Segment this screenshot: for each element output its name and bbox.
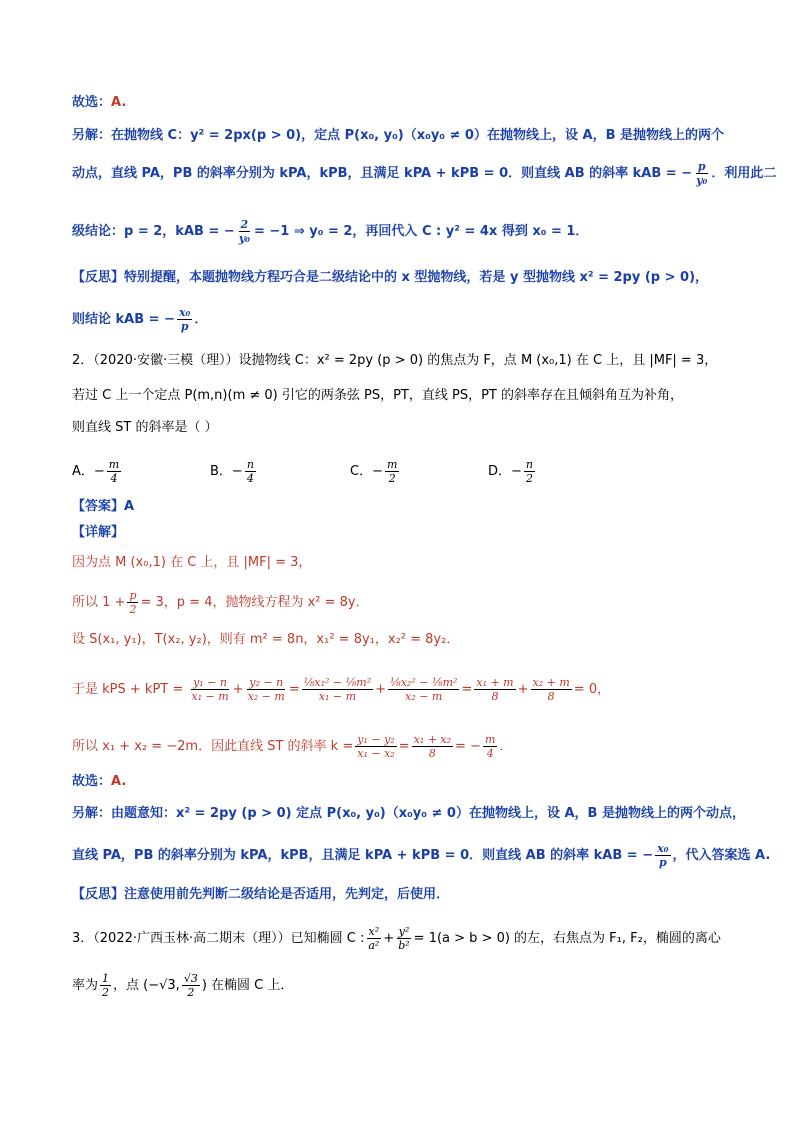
option-fraction xyxy=(524,458,535,485)
math-fraction xyxy=(366,925,381,952)
fraction-denominator: y₀ xyxy=(696,174,708,187)
fraction-numerator: x² xyxy=(368,925,380,938)
fraction-denominator: y₀ xyxy=(238,232,250,245)
fraction-numerator: x₀ xyxy=(657,842,669,855)
question-2-line-1: 2．（2020·安徽·三模（理））设抛物线 C：x² = 2py (p > 0) 的焦点为 F，点 M (x₀,1) 在 C 上，且 |MF| = 3， xyxy=(72,353,718,368)
fraction-numerator: x₁ + m xyxy=(476,676,514,689)
math-fraction xyxy=(474,676,515,703)
fraction-denominator: x₂ − m xyxy=(405,690,443,703)
slope-fraction xyxy=(655,842,670,869)
fraction-numerator: x₀ xyxy=(178,306,191,319)
option-label: B．− xyxy=(210,464,243,479)
solution-tail: = 0， xyxy=(573,682,611,697)
fraction-denominator: 2 xyxy=(525,472,533,485)
question-2-line-3: 则直线 ST 的斜率是（ ） xyxy=(72,420,218,435)
math-fraction xyxy=(182,972,200,999)
conclusion-text: 级结论：p = 2，kAB = − xyxy=(72,224,235,239)
option-b[interactable] xyxy=(210,458,258,485)
select-answer: A. xyxy=(111,774,127,789)
slope-fraction xyxy=(694,160,709,187)
select-answer: A. xyxy=(111,95,127,110)
fraction-numerator: p xyxy=(129,589,137,602)
solution-text: 所以 1 + xyxy=(72,595,126,610)
fraction-denominator: p xyxy=(180,320,189,333)
slope-fraction-3 xyxy=(177,306,192,333)
alt-solution-2-line-1: 另解：由题意知：x² = 2py (p > 0) 定点 P(x₀, y₀)（x₀y₀ ≠ 0）在抛物线上，设 A，B 是抛物线上的两个动点， xyxy=(72,806,745,821)
solution-tail: ． xyxy=(499,739,513,754)
fraction-denominator: 2 xyxy=(102,986,110,999)
options-row xyxy=(72,458,712,492)
fraction-numerator: √3 xyxy=(183,972,198,985)
fraction-denominator: a² xyxy=(368,939,380,952)
fraction-numerator: x₂ + m xyxy=(532,676,570,689)
reflection-tail: ． xyxy=(194,312,208,327)
option-label: A．− xyxy=(72,464,105,479)
fraction-denominator: 8 xyxy=(491,690,499,703)
option-label: C．− xyxy=(350,464,383,479)
reflection-line-1: 【反思】特别提醒，本题抛物线方程巧合是二级结论中的 x 型抛物线，若是 y 型抛物线 x² = 2py (p > 0)， xyxy=(72,270,709,285)
option-fraction xyxy=(107,458,121,485)
fraction-numerator: x₁ + x₂ xyxy=(413,733,452,746)
alt-solution-line-1: 另解：在抛物线 C：y² = 2px(p > 0)，定点 P(x₀, y₀)（x₀y₀ ≠ 0）在抛物线上，设 A，B 是抛物线上的两个 xyxy=(72,128,724,143)
math-fraction xyxy=(189,676,230,703)
fraction-denominator: 4 xyxy=(486,747,494,760)
option-a[interactable] xyxy=(72,458,123,485)
select-label: 故选： xyxy=(72,95,112,110)
fraction-numerator: ⅛x₂² − ⅛m² xyxy=(390,676,458,689)
question-3-line-1: 3．（2022·广西玉林·高二期末（理））已知椭圆 C : $\frac{\text{x²}}{\text{a²}}$ + $\frac{\text{y²}}{\text{b²}}$ = 1(a > b > 0) 的左，右焦点为 F₁, F₂，椭圆的离心 xyxy=(72,925,721,952)
fraction-numerator: m xyxy=(108,458,120,471)
solution-line-5: 所以 x₁ + x₂ = −2m．因此直线 ST 的斜率 k = $\frac{\text{y₁ − y₂}}{\text{x₁ − x₂}}$ = $\frac{\text{x₁ + x₂}}{8}$ = − $\frac{m}{4}$ ． xyxy=(72,733,513,760)
point-text: ，点 (−√3, xyxy=(113,978,180,993)
math-fraction xyxy=(246,676,287,703)
fraction-numerator: p xyxy=(697,160,706,173)
eccentricity-fraction xyxy=(100,972,111,999)
fraction-numerator: n xyxy=(525,458,533,471)
fraction-numerator: m xyxy=(386,458,398,471)
solution-line-1: 因为点 M (x₀,1) 在 C 上，且 |MF| = 3， xyxy=(72,555,312,570)
solution-text: 于是 kPS + kPT = xyxy=(72,682,184,697)
fraction-denominator: x₁ − x₂ xyxy=(357,747,395,760)
math-fraction xyxy=(483,733,497,760)
math-fraction xyxy=(355,733,396,760)
fraction-denominator: 2 xyxy=(187,986,195,999)
fraction-numerator: n xyxy=(246,458,254,471)
conclusion-line-1 xyxy=(72,93,126,113)
alt-solution-2-line-2 xyxy=(72,842,770,869)
math-fraction xyxy=(302,676,373,703)
p-half-fraction xyxy=(127,589,138,616)
option-fraction xyxy=(245,458,256,485)
question-2-line-2: 若过 C 上一个定点 P(m,n)(m ≠ 0) 引它的两条弦 PS，PT，直线 PS，PT 的斜率存在且倾斜角互为补角， xyxy=(72,388,684,403)
fraction-denominator: 4 xyxy=(246,472,254,485)
fraction-denominator: p xyxy=(658,856,667,869)
option-d[interactable] xyxy=(488,458,537,485)
alt-solution-tail: ，代入答案选 A. xyxy=(672,848,771,863)
solution-tail: = 3，p = 4，抛物线方程为 x² = 8y． xyxy=(140,595,369,610)
answer-tag: 【答案】A xyxy=(72,499,135,514)
question-tail: ) 在椭圆 C 上． xyxy=(201,978,294,993)
math-fraction xyxy=(531,676,572,703)
reflection-line-2 xyxy=(72,306,207,333)
reflection-line-3: 【反思】注意使用前先判断二级结论是否适用，先判定，后使用． xyxy=(72,887,450,902)
fraction-denominator: x₁ − m xyxy=(191,690,229,703)
fraction-denominator: b² xyxy=(398,939,410,952)
fraction-numerator: m xyxy=(484,733,496,746)
conclusion-tail: = −1 ⇒ y₀ = 2，再回代入 C : y² = 4x 得到 x₀ = 1． xyxy=(253,224,589,239)
fraction-numerator: ⅛x₁² − ⅛m² xyxy=(303,676,372,689)
fraction-numerator: 1 xyxy=(102,972,110,985)
question-text: 率为 xyxy=(72,978,99,993)
fraction-denominator: 8 xyxy=(547,690,555,703)
fraction-denominator: x₂ − m xyxy=(247,690,285,703)
math-fraction xyxy=(388,676,459,703)
fraction-numerator: y₁ − y₂ xyxy=(357,733,395,746)
question-tail: = 1(a > b > 0) 的左，右焦点为 F₁, F₂，椭圆的离心 xyxy=(413,931,721,946)
detail-tag: 【详解】 xyxy=(72,525,125,540)
fraction-denominator: 4 xyxy=(110,472,118,485)
fraction-denominator: x₁ − m xyxy=(318,690,357,703)
solution-text: 所以 x₁ + x₂ = −2m．因此直线 ST 的斜率 k = xyxy=(72,739,354,754)
alt-solution-line-2 xyxy=(72,160,776,187)
alt-solution-text: 动点，直线 PA，PB 的斜率分别为 kPA，kPB，且满足 kPA + kPB = 0．则直线 AB 的斜率 kAB = − xyxy=(72,166,693,181)
reflection-text: 则结论 kAB = − xyxy=(72,312,175,327)
fraction-denominator: 2 xyxy=(129,603,137,616)
slope-fraction-2 xyxy=(237,218,252,245)
question-text: 3．（2022·广西玉林·高二期末（理））已知椭圆 C : xyxy=(72,931,365,946)
select-label: 故选： xyxy=(72,774,112,789)
option-label: D．− xyxy=(488,464,522,479)
alt-solution-tail: ．利用此二 xyxy=(711,166,777,181)
fraction-numerator: 2 xyxy=(240,218,249,231)
solution-line-2 xyxy=(72,589,369,616)
fraction-denominator: 2 xyxy=(388,472,396,485)
math-fraction xyxy=(412,733,453,760)
fraction-denominator: 8 xyxy=(428,747,436,760)
solution-line-4: 于是 kPS + kPT = $\frac{\text{y₁ − n}}{\text{x₁ − m}}$ + $\frac{\text{y₂ − n}}{\text{x₂ − m}}$ = $\frac{\text{⅛x₁² − ⅛m²}}{\text{x₁ − m}}$ + $\frac{\text{⅛x₂² − ⅛m²}}{\text{x₂ − m}}$ = $\frac{\text{x₁ + m}}{8}$ + $\frac{\text{x₂ + m}}{8}$ = 0， xyxy=(72,676,611,703)
alt-solution-text: 直线 PA，PB 的斜率分别为 kPA，kPB，且满足 kPA + kPB = 0．则直线 AB 的斜率 kAB = − xyxy=(72,848,654,863)
math-fraction xyxy=(396,925,411,952)
fraction-numerator: y₁ − n xyxy=(193,676,227,689)
alt-solution-line-3 xyxy=(72,218,588,245)
solution-line-3: 设 S(x₁, y₁)，T(x₂, y₂)，则有 m² = 8n，x₁² = 8y₁，x₂² = 8y₂． xyxy=(72,632,460,647)
question-3-line-2 xyxy=(72,972,293,999)
option-c[interactable] xyxy=(350,458,401,485)
fraction-numerator: y₂ − n xyxy=(249,676,284,689)
conclusion-line-2 xyxy=(72,772,126,792)
option-fraction xyxy=(385,458,399,485)
fraction-numerator: y² xyxy=(398,925,410,938)
